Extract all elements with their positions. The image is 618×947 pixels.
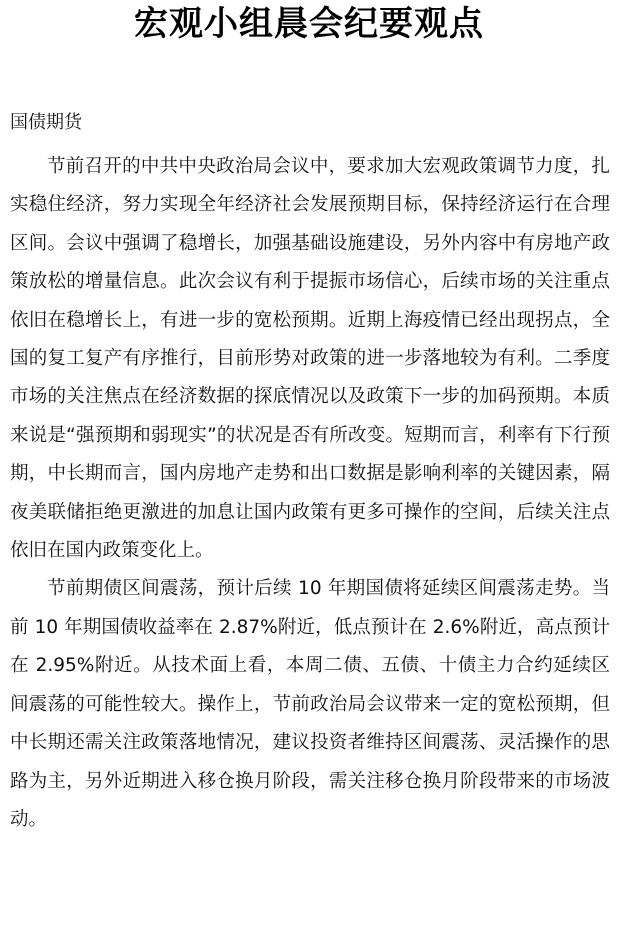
paragraph-policy: 节前召开的中共中央政治局会议中，要求加大宏观政策调节力度，扎实稳住经济，努力实现全年经济社会发展预期目标，保持经济运行在合理区间。会议中强调了稳增长，加强基础设施建设，另外内容中有房地产政策放松的增量信息。此次会议有利于提振市场信心，后续市场的关注重点依旧在稳增长上，有进一步的宽松预期。近期上海疫情已经出现拐点，全国的复工复产有序推行，目前形势对政策的进一步落地较为有利。二季度市场的关注焦点在经济数据的探底情况以及政策下一步的加码预期。本质来说是“强预期和弱现实”的状况是否有所改变。短期而言，利率有下行预期，中长期而言，国内房地产走势和出口数据是影响利率的关键因素，隔夜美联储拒绝更激进的加息让国内政策有更多可操作的空间，后续关注点依旧在国内政策变化上。 [10,156,610,562]
section-heading: 国债期货 [10,112,82,133]
body-text [10,148,610,839]
document-title: 宏观小组晨会纪要观点 [134,4,484,44]
paragraph-market-outlook: 节前期债区间震荡，预计后续 10 年期国债将延续区间震荡走势。当前 10 年期国债收益率在 2.87%附近，低点预计在 2.6%附近，高点预计在 2.95%附近。从技术面上看，本周二债、五债、十债主力合约延续区间震荡的可能性较大。操作上，节前政治局会议带来一定的宽松预期，但中长期还需关注政策落地情况，建议投资者维持区间震荡、灵活操作的思路为主，另外近期进入移仓换月阶段，需关注移仓换月阶段带来的市场波动。 [10,578,610,830]
